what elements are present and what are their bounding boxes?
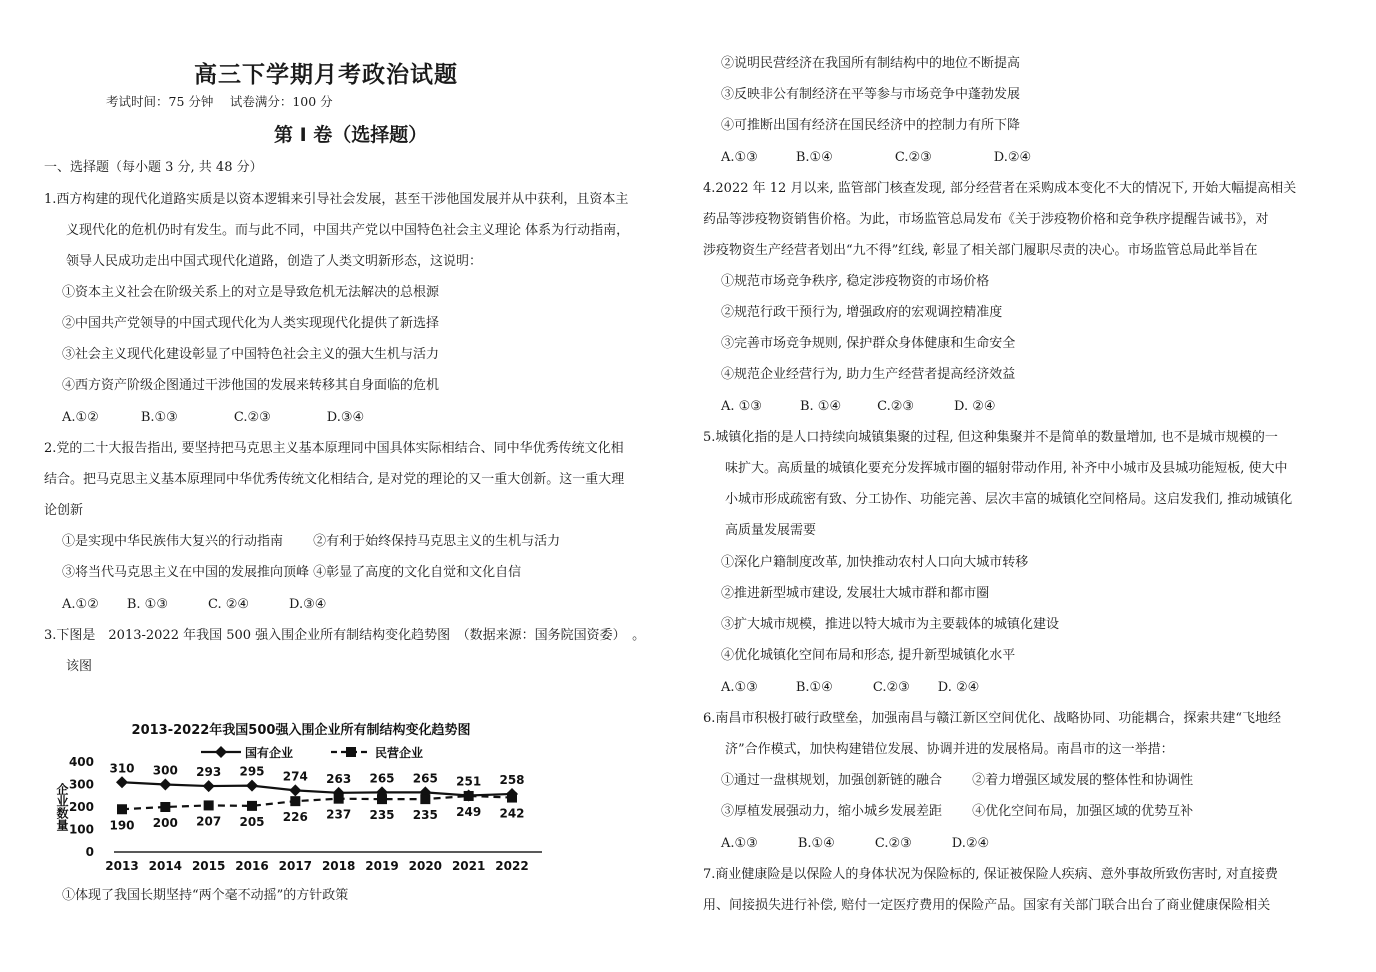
data-label: 295 xyxy=(239,764,265,779)
data-label: 265 xyxy=(369,771,395,786)
data-label: 190 xyxy=(109,818,135,833)
data-label: 249 xyxy=(456,804,482,819)
data-label: 237 xyxy=(326,807,352,822)
data-label: 242 xyxy=(499,806,525,821)
q1-option: ④西方资产阶级企图通过干涉他国的发展来转移其自身面临的危机 xyxy=(62,378,440,393)
choice-d[interactable]: D. ②④ xyxy=(954,399,996,414)
x-tick-label: 2014 xyxy=(148,859,183,873)
exam-meta: 考试时间：75 分钟 试卷满分：100 分 xyxy=(106,94,333,109)
data-label: 207 xyxy=(196,814,222,829)
ownership-trend-chart xyxy=(46,712,556,882)
q3-option: ④可推断出国有经济在国民经济中的控制力有所下降 xyxy=(721,118,1021,133)
q4-option: ①规范市场竞争秩序, 稳定涉疫物资的市场价格 xyxy=(721,274,990,289)
q4-option: ④规范企业经营行为, 助力生产经营者提高经济效益 xyxy=(721,367,1016,382)
q6-stem: 济”合作模式，加快构建错位发展、协调并进的发展格局。南昌市的这一举措： xyxy=(725,742,1174,757)
q5-stem: 5.城镇化指的是人口持续向城镇集聚的过程, 但这种集聚并不是简单的数量增加, 也不是城市规模的一 xyxy=(703,430,1278,445)
data-point xyxy=(160,802,170,812)
q1-choices xyxy=(44,409,400,427)
q3-stem: 该图 xyxy=(66,659,93,674)
legend-label: 国有企业 xyxy=(245,746,294,760)
data-label: 293 xyxy=(196,765,222,780)
data-point xyxy=(377,794,387,804)
q6-option: ③厚植发展强动力，缩小城乡发展差距 ④优化空间布局，加强区域的优势互补 xyxy=(721,804,1194,819)
data-label: 205 xyxy=(239,814,265,829)
choice-c[interactable]: C.②③ xyxy=(872,680,910,695)
legend-marker xyxy=(215,746,227,758)
q6-choices xyxy=(703,835,1025,853)
choice-a[interactable]: A.①③ xyxy=(721,836,758,851)
choice-c[interactable]: C. ②④ xyxy=(207,597,250,612)
choice-c[interactable]: C.②③ xyxy=(894,150,932,165)
data-label: 274 xyxy=(282,769,308,784)
choice-a[interactable]: A.①③ xyxy=(721,680,758,695)
q5-stem: 高质量发展需要 xyxy=(725,523,817,538)
y-tick-label: 0 xyxy=(85,845,94,859)
q5-option: ②推进新型城市建设, 发展壮大城市群和都市圈 xyxy=(721,586,990,601)
choice-c[interactable]: C.②③ xyxy=(874,836,912,851)
choice-c[interactable]: C.②③ xyxy=(877,399,915,414)
series-line xyxy=(122,796,512,809)
q1-stem: 义现代化的危机仍时有发生。而与此不同，中国共产党以中国特色社会主义理论 体系为行动指南， xyxy=(66,223,630,238)
q2-option: ①是实现中华民族伟大复兴的行动指南 ②有利于始终保持马克思主义的生机与活力 xyxy=(62,534,561,549)
data-label: 200 xyxy=(152,816,178,830)
q7-stem: 7.商业健康险是以保险人的身体状况为保险标的, 保证被保险人疾病、意外事故所致伤害时, 对直接费 xyxy=(703,867,1278,882)
q1-stem: 领导人民成功走出中国式现代化道路，创造了人类文明新形态，这说明： xyxy=(66,254,483,269)
q5-stem: 味扩大。高质量的城镇化要充分发挥城市圈的辐射带动作用, 补齐中小城市及县城功能短板, 使大中 xyxy=(725,461,1288,476)
x-tick-label: 2015 xyxy=(191,859,226,873)
data-point xyxy=(203,780,215,792)
x-tick-label: 2021 xyxy=(451,859,486,873)
data-point xyxy=(204,800,214,810)
q3-stem: 3.下图是 2013-2022 年我国 500 强入围企业所有制结构变化趋势图 （数据来源：国务院国资委） 。 xyxy=(44,628,646,643)
q3-option: ③反映非公有制经济在平等参与市场竞争中蓬勃发展 xyxy=(721,87,1021,102)
data-point xyxy=(289,784,301,796)
data-label: 300 xyxy=(152,763,178,778)
legend-label: 民营企业 xyxy=(375,746,424,760)
q2-choices xyxy=(44,596,362,614)
q4-stem: 涉疫物资生产经营者划出“九不得”红线, 彰显了相关部门履职尽责的决心。市场监管总局此举旨在 xyxy=(703,243,1258,258)
q3-option: ①体现了我国长期坚持“两个毫不动摇”的方针政策 xyxy=(62,888,349,903)
q2-stem: 论创新 xyxy=(44,503,84,518)
q5-stem: 小城市形成疏密有致、分工协作、功能完善、层次丰富的城镇化空间格局。这启发我们, 推动城镇化 xyxy=(725,492,1293,507)
x-tick-label: 2017 xyxy=(278,859,313,873)
x-tick-label: 2018 xyxy=(321,859,356,873)
q7-stem: 用、间接损失进行补偿, 赔付一定医疗费用的保险产品。国家有关部门联合出台了商业健康保险相关 xyxy=(703,898,1271,913)
section-title: 第 I 卷（选择题） xyxy=(274,124,428,146)
data-point xyxy=(117,804,127,814)
page-title: 高三下学期月考政治试题 xyxy=(194,62,458,88)
data-label: 310 xyxy=(109,761,135,776)
choice-b[interactable]: B.①③ xyxy=(140,410,178,425)
q4-stem: 4.2022 年 12 月以来, 监管部门核查发现, 部分经营者在采购成本变化不大的情况下, 开始大幅提高相关 xyxy=(703,181,1297,196)
q3-option: ②说明民营经济在我国所有制结构中的地位不断提高 xyxy=(721,56,1021,71)
choice-d[interactable]: D.③④ xyxy=(289,597,327,612)
x-tick-label: 2013 xyxy=(105,859,139,873)
x-tick-label: 2016 xyxy=(235,859,269,873)
data-label: 235 xyxy=(369,808,395,823)
data-point xyxy=(159,779,171,791)
q5-choices xyxy=(703,679,1015,697)
q2-stem: 结合。把马克思主义基本原理同中华优秀传统文化相结合, 是对党的理论的又一重大创新。这一重大理 xyxy=(44,472,625,487)
q6-stem: 6.南昌市积极打破行政壁垒，加强南昌与赣江新区空间优化、战略协同、功能耦合，探索共建“飞地经 xyxy=(703,711,1282,726)
data-point xyxy=(246,780,258,792)
data-label: 235 xyxy=(412,808,438,823)
y-tick-label: 200 xyxy=(68,800,94,814)
y-axis-label: 企业数量 xyxy=(55,783,69,831)
choice-b[interactable]: B.①④ xyxy=(795,150,833,165)
data-label: 226 xyxy=(282,810,308,825)
y-tick-label: 400 xyxy=(68,755,94,769)
choice-d[interactable]: D.②④ xyxy=(951,836,990,851)
data-point xyxy=(507,793,517,803)
chart-title: 2013-2022年我国500强入围企业所有制结构变化趋势图 xyxy=(131,723,471,738)
data-point xyxy=(334,794,344,804)
x-tick-label: 2020 xyxy=(408,859,443,873)
series-line xyxy=(122,782,512,795)
data-point xyxy=(464,791,474,801)
data-label: 265 xyxy=(412,771,438,786)
x-tick-label: 2019 xyxy=(365,859,399,873)
data-point xyxy=(290,796,300,806)
q4-choices xyxy=(703,398,1032,416)
choice-b[interactable]: B.①④ xyxy=(795,680,833,695)
q5-option: ③扩大城市规模，推进以特大城市为主要载体的城镇化建设 xyxy=(721,617,1060,632)
y-tick-label: 100 xyxy=(68,822,94,837)
choice-b[interactable]: B. ①③ xyxy=(126,597,168,612)
chart-legend xyxy=(201,745,423,760)
data-label: 251 xyxy=(456,774,482,789)
legend-marker xyxy=(346,747,356,757)
q4-option: ③完善市场竞争规则, 保护群众身体健康和生命安全 xyxy=(721,336,1016,351)
data-label: 258 xyxy=(499,772,525,787)
x-tick-label: 2022 xyxy=(495,859,529,873)
choice-a[interactable]: A.①② xyxy=(62,597,99,612)
choice-d[interactable]: D.③④ xyxy=(326,410,365,425)
data-point xyxy=(420,794,430,804)
q2-stem: 2.党的二十大报告指出, 要坚持把马克思主义基本原理同中国具体实际相结合、同中华优秀传统文化相 xyxy=(44,441,624,456)
q3-choices xyxy=(703,149,1067,167)
choice-a[interactable]: A.①② xyxy=(62,410,99,425)
y-tick-label: 300 xyxy=(68,777,94,792)
data-point xyxy=(116,776,128,788)
choice-b[interactable]: B. ①④ xyxy=(799,399,842,414)
choice-c[interactable]: C.②③ xyxy=(233,410,271,425)
chart-series xyxy=(109,761,524,832)
q2-option: ③将当代马克思主义在中国的发展推向顶峰 ④彰显了高度的文化自觉和文化自信 xyxy=(62,565,522,580)
q1-stem: 1.西方构建的现代化道路实质是以资本逻辑来引导社会发展，甚至干涉他国发展并从中获利，且资本主 xyxy=(44,192,629,207)
section-intro: 一、选择题（每小题 3 分, 共 48 分） xyxy=(44,160,263,175)
q1-option: ③社会主义现代化建设彰显了中国特色社会主义的强大生机与活力 xyxy=(62,347,440,362)
data-point xyxy=(247,801,257,811)
q4-option: ②规范行政干预行为, 增强政府的宏观调控精准度 xyxy=(721,305,1003,320)
q6-option: ①通过一盘棋规划，加强创新链的融合 ②着力增强区域发展的整体性和协调性 xyxy=(721,773,1194,788)
q5-option: ①深化户籍制度改革, 加快推动农村人口向大城市转移 xyxy=(721,555,1029,570)
q1-option: ②中国共产党领导的中国式现代化为人类实现现代化提供了新选择 xyxy=(62,316,440,331)
q4-stem: 药品等涉疫物资销售价格。为此，市场监管总局发布《关于涉疫物价格和竞争秩序提醒告诫书》，对 xyxy=(703,212,1269,227)
choice-d[interactable]: D. ②④ xyxy=(937,680,980,695)
choice-b[interactable]: B.①④ xyxy=(797,836,835,851)
data-label: 263 xyxy=(326,771,352,786)
q1-option: ①资本主义社会在阶级关系上的对立是导致危机无法解决的总根源 xyxy=(62,285,440,300)
chart-svg xyxy=(46,712,556,882)
q5-option: ④优化城镇化空间布局和形态, 提升新型城镇化水平 xyxy=(721,648,1016,663)
choice-d[interactable]: D.②④ xyxy=(993,150,1032,165)
choice-a[interactable]: A.①③ xyxy=(721,150,758,165)
choice-a[interactable]: A. ①③ xyxy=(721,399,762,414)
